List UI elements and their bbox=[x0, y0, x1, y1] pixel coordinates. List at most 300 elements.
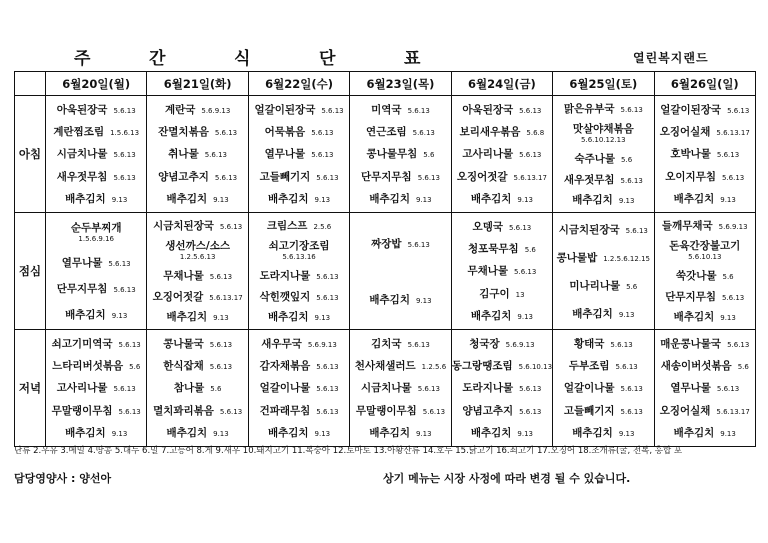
dish-name: 오징어실채 bbox=[659, 126, 711, 139]
menu-item bbox=[147, 309, 247, 324]
allergen-code: 5.6.13 bbox=[407, 106, 430, 115]
dish-name: 계란국 bbox=[164, 103, 196, 116]
dish-name: 취나물 bbox=[168, 148, 199, 161]
dish-name: 배추김치 bbox=[369, 427, 410, 440]
dish-name: 두부조림 bbox=[568, 360, 610, 373]
menu-cell bbox=[147, 330, 248, 447]
menu-cell bbox=[248, 330, 349, 447]
menu-item bbox=[46, 220, 146, 244]
dietitian-name: 담당영양사 : 양선아 bbox=[14, 472, 112, 485]
menu-item bbox=[249, 218, 349, 233]
dish-name: 콩나물밥 bbox=[556, 251, 598, 264]
dish-name: 배추김치 bbox=[65, 193, 106, 206]
menu-item bbox=[46, 307, 146, 322]
menu-item bbox=[46, 358, 146, 373]
allergen-code: 9.13 bbox=[111, 430, 128, 439]
menu-item bbox=[249, 289, 349, 304]
dish-name: 생선까스/소스 bbox=[165, 240, 230, 253]
allergen-code: 5.6.13.17 bbox=[209, 293, 243, 302]
menu-item bbox=[249, 403, 349, 418]
dish-name: 도라지나물 bbox=[259, 269, 311, 282]
menu-item bbox=[452, 286, 552, 301]
allergen-code: 5.6.9.13 bbox=[307, 340, 337, 349]
title-char: 표 bbox=[404, 49, 421, 69]
menu-item bbox=[350, 358, 450, 373]
allergen-code: 1.5.6.9.16 bbox=[78, 235, 115, 244]
menu-item bbox=[452, 336, 552, 351]
dish-name: 양념고추지 bbox=[158, 170, 209, 183]
menu-item bbox=[147, 169, 247, 184]
allergen-code: 5.6.13 bbox=[615, 363, 638, 372]
allergen-code: 5.6.13 bbox=[620, 176, 643, 185]
menu-item bbox=[147, 268, 247, 283]
dish-name: 배추김치 bbox=[369, 293, 410, 306]
allergen-code: 9.13 bbox=[415, 430, 432, 439]
allergen-code: 13 bbox=[515, 290, 525, 299]
dish-name: 들깨무채국 bbox=[661, 219, 713, 232]
dish-name: 느타리버섯볶음 bbox=[52, 360, 124, 373]
menu-cell bbox=[248, 213, 349, 330]
dish-name: 참나물 bbox=[173, 382, 205, 395]
menu-item bbox=[655, 146, 755, 161]
dish-name: 순두부찌개 bbox=[70, 222, 122, 235]
allergen-code: 5.6.13 bbox=[407, 340, 430, 349]
allergen-code: 2.5.6 bbox=[313, 222, 332, 231]
title-char: 단 bbox=[319, 49, 336, 69]
allergen-code: 5.6.13 bbox=[113, 173, 136, 182]
dish-name: 무말랭이무침 bbox=[51, 404, 113, 417]
allergen-code: 5.6.13 bbox=[417, 173, 440, 182]
allergen-code: 5.6.13 bbox=[620, 385, 643, 394]
day-header: 6월26일(일) bbox=[654, 72, 755, 96]
menu-item bbox=[147, 218, 247, 233]
dish-name: 무말랭이무침 bbox=[355, 404, 417, 417]
dish-name: 보리새우볶음 bbox=[459, 126, 521, 139]
dish-name: 오징어젓갈 bbox=[456, 170, 508, 183]
menu-item bbox=[452, 263, 552, 278]
menu-item bbox=[147, 358, 247, 373]
menu-item bbox=[350, 336, 450, 351]
menu-cell bbox=[553, 330, 654, 447]
menu-cell bbox=[350, 330, 451, 447]
dish-name: 오이지무침 bbox=[665, 170, 716, 183]
dish-name: 한식잡채 bbox=[163, 360, 204, 373]
allergen-code: 5.6.9.13 bbox=[201, 106, 231, 115]
allergen-code: 5.6.13 bbox=[610, 340, 633, 349]
allergen-code: 5.6.13 bbox=[204, 151, 227, 160]
menu-item bbox=[452, 308, 552, 323]
menu-cell bbox=[350, 213, 451, 330]
menu-item bbox=[655, 102, 755, 117]
dish-name: 삭힌깻잎지 bbox=[259, 290, 311, 303]
menu-item bbox=[553, 380, 653, 395]
menu-cell bbox=[350, 96, 451, 213]
menu-item bbox=[553, 151, 653, 166]
allergen-code: 9.13 bbox=[111, 311, 128, 320]
dish-name: 배추김치 bbox=[673, 311, 715, 324]
menu-item bbox=[655, 403, 755, 418]
menu-item bbox=[655, 309, 755, 324]
allergen-code: 5.6.13 bbox=[625, 226, 648, 235]
dish-name: 얼갈이나물 bbox=[563, 382, 615, 395]
menu-item bbox=[553, 101, 653, 116]
menu-item bbox=[249, 309, 349, 324]
meal-row bbox=[15, 213, 756, 330]
change-notice: 상기 메뉴는 시장 사정에 따라 변경 될 수 있습니다. bbox=[383, 472, 631, 485]
menu-item bbox=[249, 191, 349, 206]
dish-name: 배추김치 bbox=[673, 193, 715, 206]
allergen-code: 9.13 bbox=[314, 430, 331, 439]
dish-name: 배추김치 bbox=[267, 311, 309, 324]
dish-name: 배추김치 bbox=[470, 427, 512, 440]
menu-cell bbox=[147, 96, 248, 213]
allergen-code: 5.6.13.16 bbox=[282, 253, 316, 262]
menu-item bbox=[655, 218, 755, 233]
allergen-code: 9.13 bbox=[415, 296, 432, 305]
menu-cell bbox=[654, 213, 755, 330]
allergen-code: 9.13 bbox=[415, 196, 432, 205]
menu-item bbox=[553, 358, 653, 373]
allergen-code: 5.6.13 bbox=[113, 106, 136, 115]
allergen-code: 5.6.13 bbox=[209, 272, 233, 281]
dish-name: 배추김치 bbox=[166, 193, 208, 206]
allergen-code: 5.6.13 bbox=[118, 340, 141, 349]
allergen-code: 5.6.13 bbox=[316, 272, 339, 281]
dish-name: 감자채볶음 bbox=[259, 360, 311, 373]
dish-name: 맛살야채볶음 bbox=[572, 123, 634, 136]
allergen-code: 9.13 bbox=[314, 314, 331, 323]
dish-name: 시금치된장국 bbox=[558, 223, 620, 236]
title-char: 간 bbox=[149, 49, 166, 69]
allergen-code: 5.6.13 bbox=[407, 240, 430, 249]
dish-name: 배추김치 bbox=[572, 427, 613, 440]
menu-cell bbox=[654, 96, 755, 213]
dish-name: 천사채샐러드 bbox=[354, 360, 416, 373]
meal-label: 점심 bbox=[15, 213, 46, 330]
allergen-code: 9.13 bbox=[111, 196, 128, 205]
day-header: 6월24일(금) bbox=[451, 72, 552, 96]
menu-item bbox=[147, 380, 247, 395]
menu-cell bbox=[451, 96, 552, 213]
allergen-code: 9.13 bbox=[720, 430, 736, 439]
dish-name: 오징어실채 bbox=[659, 404, 711, 417]
allergen-code: 5.6.13 bbox=[219, 407, 243, 416]
meal-label: 아침 bbox=[15, 96, 46, 213]
allergen-code: 9.13 bbox=[213, 314, 229, 323]
menu-item bbox=[147, 289, 247, 304]
menu-cell bbox=[46, 213, 147, 330]
menu-item bbox=[655, 124, 755, 139]
dish-name: 숙주나물 bbox=[574, 152, 616, 165]
allergen-code: 1.2.5.6 bbox=[421, 363, 447, 372]
menu-item bbox=[46, 336, 146, 351]
allergen-code: 5.6.13 bbox=[519, 151, 542, 160]
menu-cell bbox=[553, 96, 654, 213]
dish-name: 청국장 bbox=[469, 337, 500, 350]
menu-item bbox=[553, 250, 653, 265]
menu-item bbox=[553, 306, 653, 321]
allergen-code: 9.13 bbox=[517, 313, 533, 322]
menu-item bbox=[452, 358, 552, 373]
menu-item bbox=[655, 169, 755, 184]
dish-name: 호박나물 bbox=[670, 148, 711, 161]
menu-item bbox=[655, 268, 755, 283]
allergen-code: 9.13 bbox=[517, 430, 533, 439]
title-char: 식 bbox=[234, 49, 251, 69]
allergen-code: 9.13 bbox=[314, 196, 331, 205]
menu-item bbox=[249, 124, 349, 139]
dish-name: 쑥갓나물 bbox=[675, 269, 717, 282]
menu-item bbox=[655, 238, 755, 262]
menu-item bbox=[452, 219, 552, 234]
menu-item bbox=[553, 121, 653, 145]
dish-name: 배추김치 bbox=[267, 193, 309, 206]
menu-item bbox=[147, 425, 247, 440]
menu-item bbox=[350, 403, 450, 418]
allergen-code: 5.6.13 bbox=[219, 222, 243, 231]
allergen-code: 9.13 bbox=[618, 310, 635, 319]
menu-item bbox=[350, 380, 450, 395]
menu-item bbox=[46, 102, 146, 117]
dish-name: 고들빼기지 bbox=[563, 404, 615, 417]
dish-name: 배추김치 bbox=[166, 427, 208, 440]
menu-item bbox=[147, 124, 247, 139]
menu-cell bbox=[46, 96, 147, 213]
allergen-codes: 난류 2.우유 3.메밀 4.땅콩 5.대두 6.밀 7.고등어 8.게 9.새우 10.돼지고기 11.복숭아 12.토마토 13.아황산류 14.호두 15.닭고기 16.쇠고기 17.오징어 18.조개류(굴, 전복, 홍합 포 bbox=[14, 446, 683, 456]
dish-name: 새우젓무침 bbox=[56, 170, 108, 183]
allergen-code: 5.6.13 bbox=[321, 106, 344, 115]
organization-name: 열린복지랜드 bbox=[633, 51, 709, 65]
allergen-code: 5.6 bbox=[524, 246, 536, 255]
allergen-code: 9.13 bbox=[213, 430, 229, 439]
allergen-code: 5.6.13 bbox=[721, 173, 745, 182]
menu-item bbox=[46, 146, 146, 161]
menu-item bbox=[46, 124, 146, 139]
menu-item bbox=[249, 146, 349, 161]
menu-item bbox=[147, 102, 247, 117]
allergen-code: 9.13 bbox=[213, 196, 229, 205]
allergen-code: 5.6.13 bbox=[412, 129, 435, 138]
menu-cell bbox=[147, 213, 248, 330]
allergen-code: 5.6.13 bbox=[316, 385, 339, 394]
menu-item bbox=[46, 281, 146, 296]
allergen-code: 1.2.5.6.12.15 bbox=[603, 254, 650, 263]
dish-name: 배추김치 bbox=[572, 194, 613, 207]
menu-item bbox=[46, 403, 146, 418]
weekly-menu-table bbox=[14, 71, 756, 447]
menu-cell bbox=[451, 330, 552, 447]
dish-name: 잔멸치볶음 bbox=[158, 126, 209, 139]
menu-item bbox=[655, 425, 755, 440]
allergen-code: 5.6.13 bbox=[209, 340, 233, 349]
allergen-code: 5.6.9.13 bbox=[505, 340, 535, 349]
dish-name: 연근조림 bbox=[366, 126, 407, 139]
day-header: 6월22일(수) bbox=[248, 72, 349, 96]
dish-name: 배추김치 bbox=[65, 427, 106, 440]
menu-item bbox=[553, 425, 653, 440]
dish-name: 동그랑땡조림 bbox=[451, 360, 513, 373]
allergen-code: 5.6.13 bbox=[311, 129, 334, 138]
dish-name: 배추김치 bbox=[470, 193, 512, 206]
dish-name: 단무지무침 bbox=[360, 170, 412, 183]
allergen-code: 5.6.13 bbox=[113, 151, 136, 160]
dish-name: 배추김치 bbox=[369, 193, 410, 206]
allergen-code: 9.13 bbox=[618, 197, 635, 206]
dish-name: 시금치된장국 bbox=[153, 219, 214, 232]
dish-name: 오뎅국 bbox=[472, 220, 503, 233]
allergen-code: 5.6.13.17 bbox=[716, 129, 750, 138]
allergen-code: 5.6.13 bbox=[721, 293, 745, 302]
menu-item bbox=[249, 169, 349, 184]
menu-item bbox=[553, 278, 653, 293]
menu-item bbox=[249, 425, 349, 440]
menu-item bbox=[553, 403, 653, 418]
menu-item bbox=[452, 425, 552, 440]
allergen-code: 5.6.13 bbox=[118, 407, 141, 416]
dish-name: 크림스프 bbox=[266, 219, 308, 232]
menu-item bbox=[350, 124, 450, 139]
title-char: 주 bbox=[74, 49, 91, 69]
menu-item bbox=[350, 102, 450, 117]
dish-name: 열무나물 bbox=[61, 257, 103, 270]
menu-item bbox=[147, 403, 247, 418]
dish-name: 시금치나물 bbox=[56, 148, 108, 161]
dish-name: 아욱된장국 bbox=[56, 103, 108, 116]
menu-cell bbox=[248, 96, 349, 213]
menu-item bbox=[46, 191, 146, 206]
menu-item bbox=[655, 336, 755, 351]
dish-name: 계란찜조림 bbox=[53, 126, 105, 139]
dish-name: 얼갈이나물 bbox=[259, 382, 311, 395]
menu-item bbox=[553, 222, 653, 237]
menu-item bbox=[147, 238, 247, 262]
dish-name: 돈육간장불고기 bbox=[669, 240, 741, 253]
allergen-code: 5.6 bbox=[210, 385, 222, 394]
menu-cell bbox=[654, 330, 755, 447]
dish-name: 김구이 bbox=[479, 287, 510, 300]
dish-name: 콩나물무침 bbox=[366, 148, 418, 161]
allergen-code: 5.6.13 bbox=[519, 407, 542, 416]
allergen-code: 5.6.13.17 bbox=[716, 407, 750, 416]
dish-name: 청포묵무침 bbox=[467, 243, 519, 256]
dish-name: 멸치꽈리볶음 bbox=[153, 404, 214, 417]
allergen-code: 9.13 bbox=[720, 196, 736, 205]
dish-name: 맑은유부국 bbox=[563, 102, 615, 115]
menu-item bbox=[350, 146, 450, 161]
dish-name: 새송이버섯볶음 bbox=[660, 360, 732, 373]
dish-name: 배추김치 bbox=[65, 308, 106, 321]
allergen-code: 5.6.13 bbox=[519, 106, 542, 115]
dish-name: 도라지나물 bbox=[462, 382, 514, 395]
dish-name: 새우무국 bbox=[261, 337, 302, 350]
allergen-code: 5.6.13 bbox=[514, 268, 537, 277]
allergen-code: 5.6.13 bbox=[214, 129, 238, 138]
allergen-code: 5.6.13 bbox=[214, 173, 238, 182]
allergen-code: 5.6.13.17 bbox=[513, 173, 547, 182]
menu-item bbox=[452, 191, 552, 206]
dish-name: 고들빼기지 bbox=[259, 170, 311, 183]
day-header: 6월23일(목) bbox=[350, 72, 451, 96]
allergen-code: 1.5.6.13 bbox=[110, 129, 140, 138]
allergen-code: 5.6.13 bbox=[716, 151, 740, 160]
menu-cell bbox=[46, 330, 147, 447]
menu-item bbox=[452, 102, 552, 117]
allergen-code: 9.13 bbox=[720, 314, 736, 323]
dish-name: 배추김치 bbox=[166, 311, 208, 324]
allergen-code: 5.6.13 bbox=[417, 385, 440, 394]
menu-item bbox=[655, 380, 755, 395]
menu-item bbox=[452, 124, 552, 139]
menu-item bbox=[147, 336, 247, 351]
menu-item bbox=[452, 403, 552, 418]
allergen-code: 5.6.13 bbox=[508, 223, 532, 232]
menu-item bbox=[147, 191, 247, 206]
allergen-code: 5.6 bbox=[626, 282, 638, 291]
allergen-code: 5.6.13 bbox=[113, 385, 136, 394]
menu-item bbox=[350, 236, 450, 251]
dish-name: 김치국 bbox=[371, 337, 402, 350]
dish-name: 매운콩나물국 bbox=[660, 337, 722, 350]
allergen-code: 5.6.10.13 bbox=[518, 363, 553, 372]
day-header-row bbox=[15, 72, 756, 96]
allergen-code: 5.6 bbox=[129, 363, 141, 372]
dish-name: 얼갈이된장국 bbox=[254, 103, 316, 116]
allergen-code: 5.6.10.12.13 bbox=[581, 136, 626, 145]
menu-item bbox=[350, 292, 450, 307]
menu-cell bbox=[553, 213, 654, 330]
dish-name: 쇠고기장조림 bbox=[268, 240, 330, 253]
menu-item bbox=[452, 169, 552, 184]
dish-name: 짜장밥 bbox=[371, 237, 402, 250]
dish-name: 열무나물 bbox=[670, 382, 711, 395]
day-header: 6월25일(토) bbox=[553, 72, 654, 96]
allergen-code: 5.6.13 bbox=[316, 293, 339, 302]
allergen-code: 1.2.5.6.13 bbox=[179, 253, 216, 262]
allergen-code: 5.6.13 bbox=[316, 173, 339, 182]
menu-item bbox=[350, 425, 450, 440]
menu-item bbox=[46, 380, 146, 395]
menu-item bbox=[452, 380, 552, 395]
allergen-code: 5.6.13 bbox=[316, 363, 339, 372]
dish-name: 어묵볶음 bbox=[264, 126, 306, 139]
allergen-code: 5.6.13 bbox=[209, 363, 233, 372]
dish-name: 단무지무침 bbox=[56, 282, 108, 295]
meal-row bbox=[15, 96, 756, 213]
dish-name: 고사리나물 bbox=[56, 382, 108, 395]
allergen-code: 5.6 bbox=[722, 272, 734, 281]
menu-item bbox=[350, 191, 450, 206]
dish-name: 새우젓무침 bbox=[563, 173, 615, 186]
menu-item bbox=[147, 146, 247, 161]
allergen-code: 5.6.13 bbox=[727, 106, 750, 115]
menu-item bbox=[553, 192, 653, 207]
dish-name: 아욱된장국 bbox=[462, 103, 514, 116]
allergen-code: 5.6.9.13 bbox=[718, 222, 748, 231]
menu-item bbox=[46, 169, 146, 184]
allergen-code: 5.6.10.13 bbox=[688, 253, 722, 262]
dish-name: 시금치나물 bbox=[360, 382, 412, 395]
menu-item bbox=[249, 380, 349, 395]
dish-name: 무채나물 bbox=[163, 269, 204, 282]
dish-name: 배추김치 bbox=[673, 427, 715, 440]
allergen-code: 5.6.13 bbox=[620, 407, 643, 416]
day-header: 6월20일(월) bbox=[46, 72, 147, 96]
dish-name: 미역국 bbox=[371, 103, 402, 116]
allergen-code: 5.6.13 bbox=[316, 407, 339, 416]
menu-item bbox=[655, 289, 755, 304]
allergen-code: 5.6 bbox=[737, 363, 749, 372]
allergen-code: 5.6.13 bbox=[113, 285, 136, 294]
